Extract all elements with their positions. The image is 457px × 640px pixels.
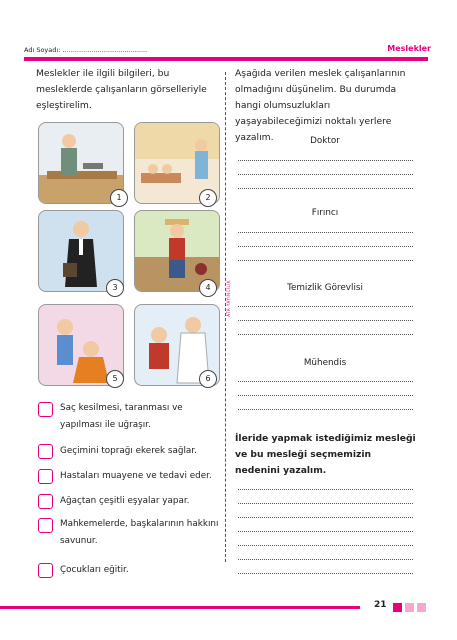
answer-line[interactable] — [238, 489, 413, 490]
footer-square — [417, 603, 426, 612]
profession-engineer: Mühendis — [303, 358, 347, 368]
answer-line[interactable] — [238, 573, 413, 574]
image-number-1: 1 — [110, 189, 128, 207]
image-number-6: 6 — [199, 370, 217, 388]
page-number: 21 — [374, 600, 387, 610]
right-instruction: Aşağıda verilen meslek çalışanlarının olmadığını düşünelim. Bu durumda hangi olumsuzlukları yaşayabileceğimizi noktalı yerlere yazalım. — [235, 68, 406, 143]
profession-cleaner: Temizlik Görevlisi — [287, 283, 363, 293]
answer-box-1[interactable] — [38, 402, 53, 417]
answer-line[interactable] — [238, 320, 413, 321]
name-label: Adı Soyadı: ......................................... — [24, 46, 148, 54]
answer-line[interactable] — [238, 503, 413, 504]
answer-line[interactable] — [238, 409, 413, 410]
answer-line[interactable] — [238, 334, 413, 335]
answer-line[interactable] — [238, 531, 413, 532]
answer-box-6[interactable] — [38, 563, 53, 578]
publisher-side-text: ATA YAYINCILIK — [226, 280, 231, 317]
statement-5: Mahkemelerde, başkalarının hakkını savunur. — [60, 519, 219, 546]
answer-line[interactable] — [238, 232, 413, 233]
column-divider — [225, 72, 226, 562]
answer-box-4[interactable] — [38, 494, 53, 509]
image-number-5: 5 — [106, 370, 124, 388]
answer-line[interactable] — [238, 517, 413, 518]
statement-2: Geçimini toprağı ekerek sağlar. — [60, 446, 197, 456]
answer-line[interactable] — [238, 174, 413, 175]
answer-line[interactable] — [238, 559, 413, 560]
image-number-2: 2 — [199, 189, 217, 207]
answer-line[interactable] — [238, 545, 413, 546]
carpenter-illustration — [39, 123, 123, 203]
answer-line[interactable] — [238, 160, 413, 161]
statement-3: Hastaları muayene ve tedavi eder. — [60, 471, 212, 481]
profession-baker: Fırıncı — [311, 208, 339, 218]
answer-line[interactable] — [238, 260, 413, 261]
profession-doctor: Doktor — [310, 136, 340, 146]
answer-box-3[interactable] — [38, 469, 53, 484]
statement-6: Çocukları eğitir. — [60, 565, 129, 575]
answer-line[interactable] — [238, 306, 413, 307]
image-number-3: 3 — [106, 279, 124, 297]
career-question: İleride yapmak istediğimiz mesleği ve bu mesleği seçmemizin nedenini yazalım. — [235, 433, 416, 476]
left-instruction: Meslekler ile ilgili bilgileri, bu mesleklerde çalışanların görselleriyle eşleştirelim. — [36, 68, 207, 111]
answer-line[interactable] — [238, 395, 413, 396]
footer-rule — [0, 606, 360, 609]
footer-square — [393, 603, 402, 612]
statement-4: Ağaçtan çeşitli eşyalar yapar. — [60, 496, 190, 506]
page-title: Meslekler — [387, 44, 431, 53]
answer-line[interactable] — [238, 381, 413, 382]
image-number-4: 4 — [199, 279, 217, 297]
answer-box-5[interactable] — [38, 518, 53, 533]
header-rule — [24, 57, 428, 61]
answer-box-2[interactable] — [38, 444, 53, 459]
statement-1: Saç kesilmesi, taranması ve yapılması ile uğraşır. — [60, 403, 183, 430]
footer-square — [405, 603, 414, 612]
answer-line[interactable] — [238, 246, 413, 247]
answer-line[interactable] — [238, 188, 413, 189]
